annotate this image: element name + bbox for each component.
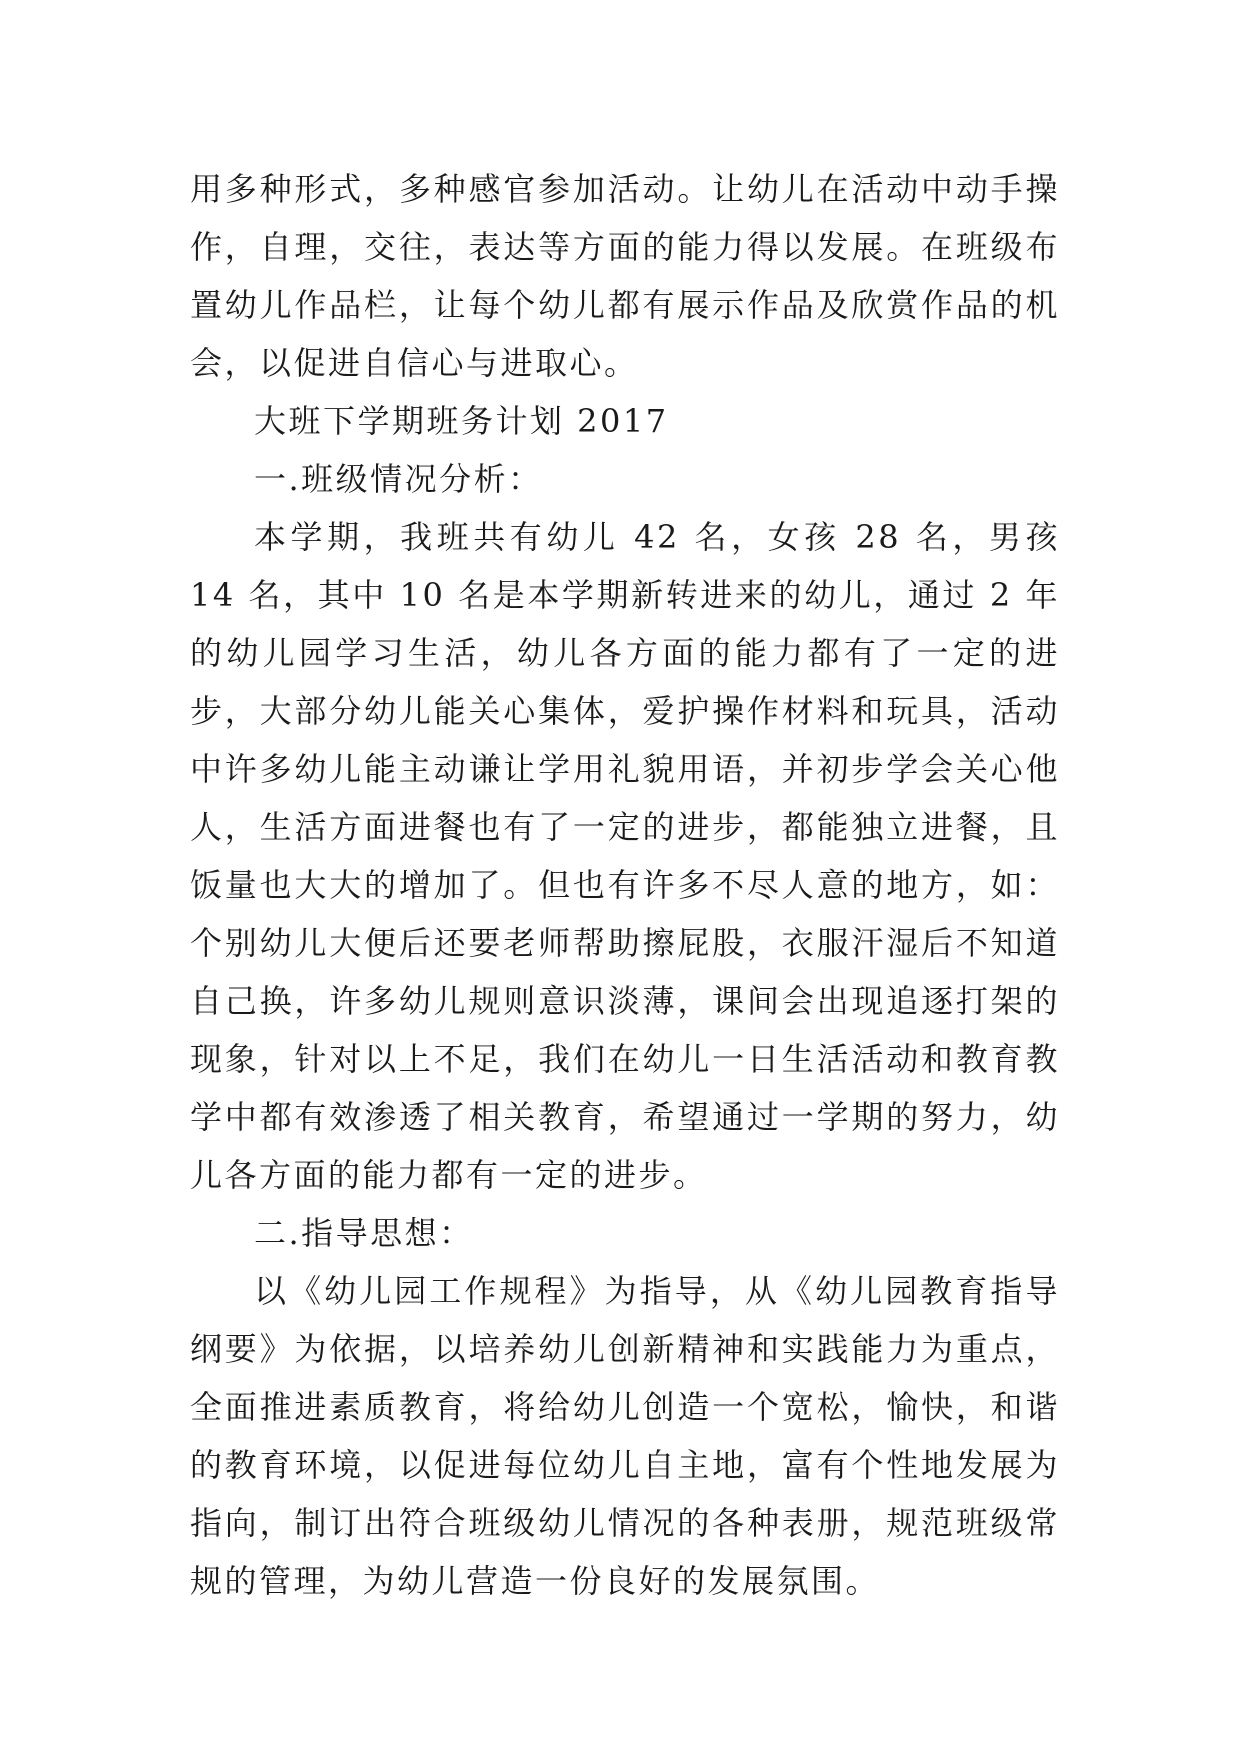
- heading-class-analysis: 一.班级情况分析：: [254, 460, 543, 498]
- section-title: 大班下学期班务计划 2017: [254, 402, 669, 440]
- paragraph-intro-continuation: 用多种形式，多种感官参加活动。让幼儿在活动中动手操作，自理，交往，表达等方面的能力得以发展。在班级布置幼儿作品栏，让每个幼儿都有展示作品及欣赏作品的机会，以促进自信心与进取心。: [190, 170, 1060, 382]
- paragraph-guiding-ideology: 以《幼儿园工作规程》为指导，从《幼儿园教育指导纲要》为依据，以培养幼儿创新精神和实践能力为重点，全面推进素质教育，将给幼儿创造一个宽松，愉快，和谐的教育环境，以促进每位幼儿自主地，富有个性地发展为指向，制订出符合班级幼儿情况的各种表册，规范班级常规的管理，为幼儿营造一份良好的发展氛围。: [190, 1272, 1060, 1600]
- document-body: [190, 160, 1060, 1610]
- paragraph-class-analysis: 本学期，我班共有幼儿 42 名，女孩 28 名，男孩 14 名，其中 10 名是本学期新转进来的幼儿，通过 2 年的幼儿园学习生活，幼儿各方面的能力都有了一定的进步，大部分幼儿能关心集体，爱护操作材料和玩具，活动中许多幼儿能主动谦让学用礼貌用语，并初步学会关心他人，生活方面进餐也有了一定的进步，都能独立进餐，且饭量也大大的增加了。但也有许多不尽人意的地方，如：个别幼儿大便后还要老师帮助擦屁股，衣服汗湿后不知道自己换，许多幼儿规则意识淡薄，课间会出现追逐打架的现象，针对以上不足，我们在幼儿一日生活活动和教育教学中都有效渗透了相关教育，希望通过一学期的努力，幼儿各方面的能力都有一定的进步。: [190, 518, 1060, 1194]
- heading-guiding-ideology: 二.指导思想：: [254, 1214, 474, 1252]
